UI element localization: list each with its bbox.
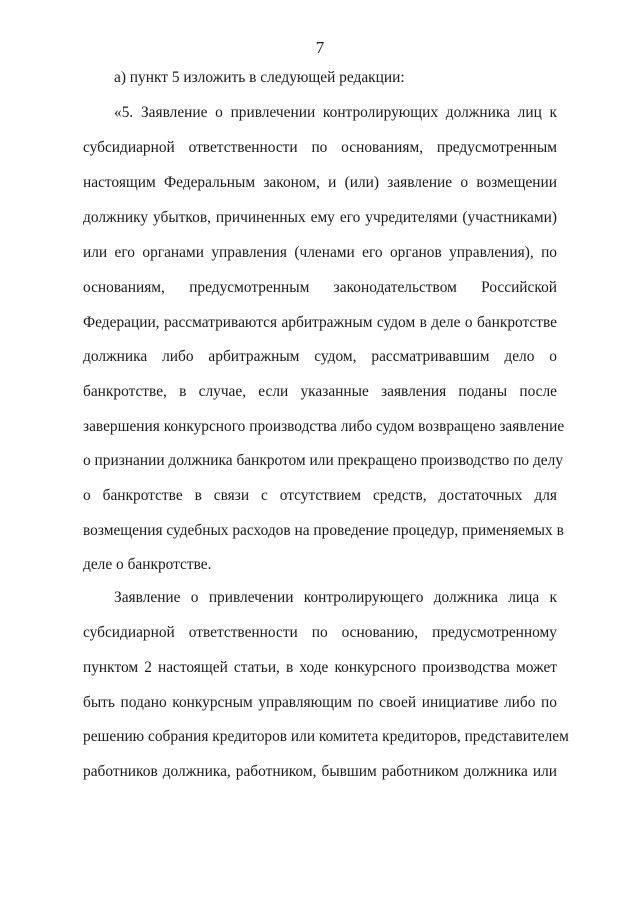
paragraph-line: пунктом 2 настоящей статьи, в ходе конкурсного производства может bbox=[83, 659, 557, 676]
paragraph-line: о признании должника банкротом или прекращено производство по делу bbox=[83, 452, 564, 469]
paragraph-line: субсидиарной ответственности по основаниям, предусмотренным bbox=[83, 139, 557, 156]
paragraph-line: решению собрания кредиторов или комитета кредиторов, представителем bbox=[83, 728, 569, 745]
paragraph-line: деле о банкротстве. bbox=[83, 556, 212, 573]
paragraph-line: работников должника, работником, бывшим работником должника или bbox=[83, 763, 557, 780]
paragraph-line: о банкротстве в связи с отсутствием средств, достаточных для bbox=[83, 487, 557, 504]
paragraph-line: субсидиарной ответственности по основанию, предусмотренному bbox=[83, 624, 557, 641]
paragraph-line: возмещения судебных расходов на проведение процедур, применяемых в bbox=[83, 522, 564, 539]
paragraph-line: быть подано конкурсным управляющим по своей инициативе либо по bbox=[83, 694, 557, 711]
paragraph-line: настоящим Федеральным законом, и (или) заявление о возмещении bbox=[83, 174, 557, 191]
paragraph-line: завершения конкурсного производства либо судом возвращено заявление bbox=[83, 418, 565, 435]
paragraph-line: Заявление о привлечении контролирующего должника лица к bbox=[114, 589, 557, 606]
paragraph-line: основаниям, предусмотренным законодательством Российской bbox=[83, 279, 557, 296]
paragraph-line: «5. Заявление о привлечении контролирующих должника лиц к bbox=[114, 104, 557, 121]
page-number: 7 bbox=[315, 38, 325, 57]
paragraph-line: Федерации, рассматриваются арбитражным судом в деле о банкротстве bbox=[83, 314, 557, 331]
paragraph-line: должника либо арбитражным судом, рассматривавшим дело о bbox=[83, 348, 557, 365]
paragraph-line: должнику убытков, причиненных ему его учредителями (участниками) bbox=[83, 209, 557, 226]
intro-line: а) пункт 5 изложить в следующей редакции: bbox=[114, 69, 405, 86]
paragraph-line: или его органами управления (членами его органов управления), по bbox=[83, 244, 557, 261]
paragraph-line: банкротстве, в случае, если указанные заявления поданы после bbox=[83, 383, 557, 400]
